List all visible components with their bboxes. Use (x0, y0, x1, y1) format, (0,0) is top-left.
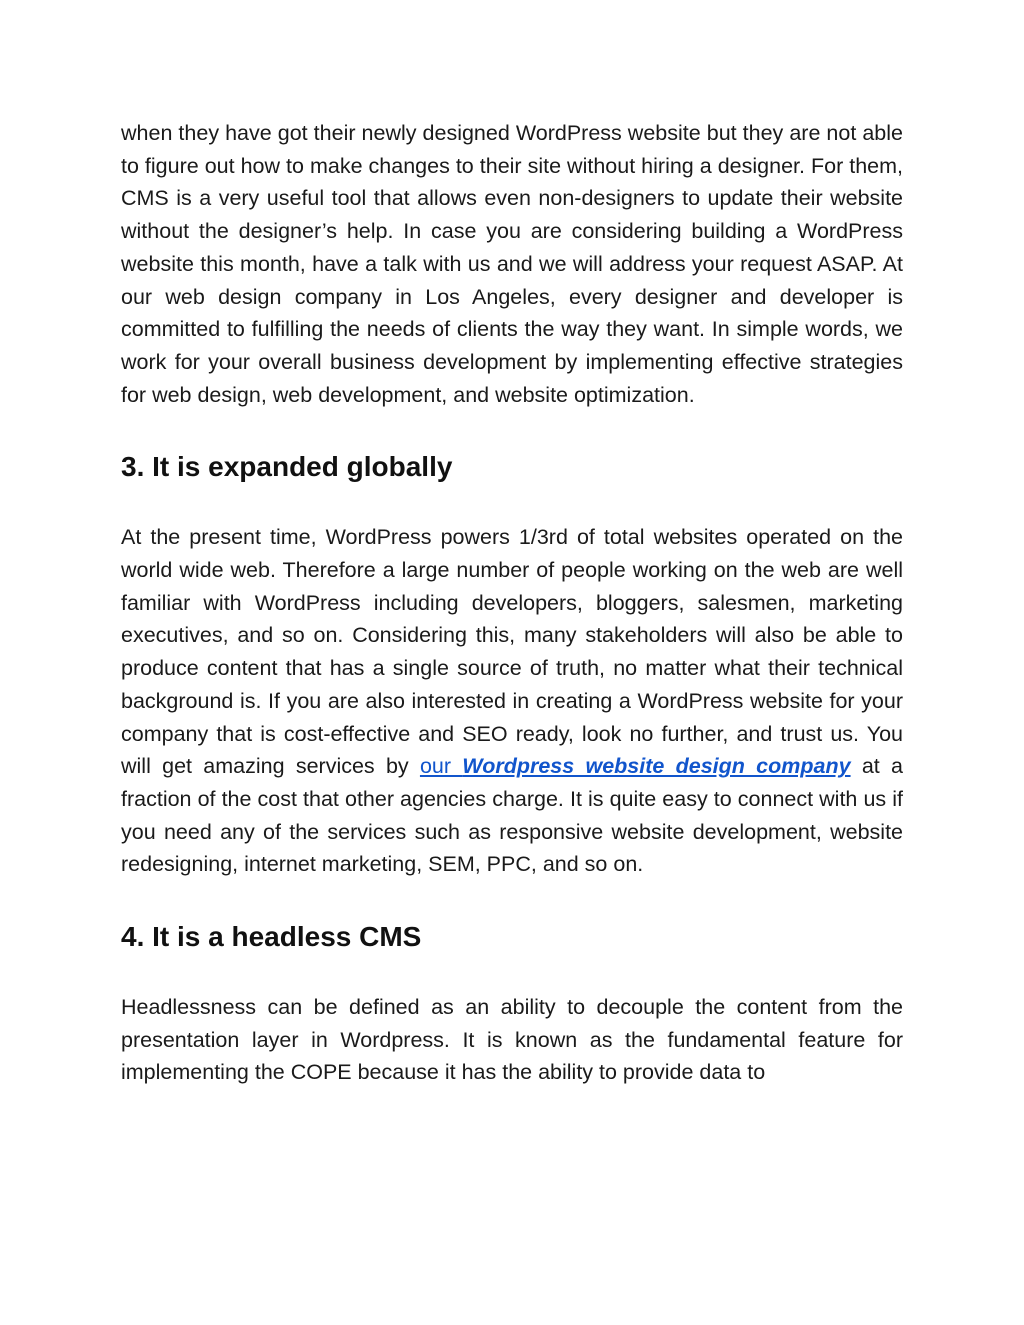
heading-expanded-globally: 3. It is expanded globally (121, 451, 453, 483)
heading-headless-cms: 4. It is a headless CMS (121, 921, 422, 953)
paragraph-text-before-link: At the present time, WordPress powers 1/3rd of total websites operated on the world wide web. Therefore a large number of people working on the web are well familiar with WordPress including developers, bloggers, salesmen, marketing executives, and so on. Considering this, many stakeholders will also be able to produce content that has a single source of truth, no matter what their technical background is. If you are also interested in creating a WordPress website for your company that is cost-effective and SEO ready, look no further, and trust us. You will get amazing services by (121, 525, 903, 779)
wordpress-website-design-company-link[interactable] (420, 754, 851, 778)
intro-paragraph: when they have got their newly designed WordPress website but they are not able to figure out how to make changes to their site without hiring a designer. For them, CMS is a very useful tool that allows even non-designers to update their website without the designer’s help. In case you are considering building a WordPress website this month, have a talk with us and we will address your request ASAP. At our web design company in Los Angeles, every designer and developer is committed to fulfilling the needs of clients the way they want. In simple words, we work for your overall business development by implementing effective strategies for web design, web development, and website optimization. (121, 121, 903, 407)
link-bold-text: Wordpress website design company (462, 754, 851, 779)
paragraph-headless-cms: Headlessness can be defined as an ability to decouple the content from the presentation layer in Wordpress. It is known as the fundamental feature for implementing the COPE because it has the ability to provide data to (121, 995, 903, 1085)
paragraph-expanded-globally (121, 521, 903, 881)
link-prefix-text: our (419, 754, 463, 779)
paragraph-text-after-link: at a fraction of the cost that other agencies charge. It is quite easy to connect with us if you need any of the services such as responsive website development, website redesigning, internet marketing, SEM, PPC, and so on. (121, 754, 903, 877)
document-page (121, 117, 903, 1089)
